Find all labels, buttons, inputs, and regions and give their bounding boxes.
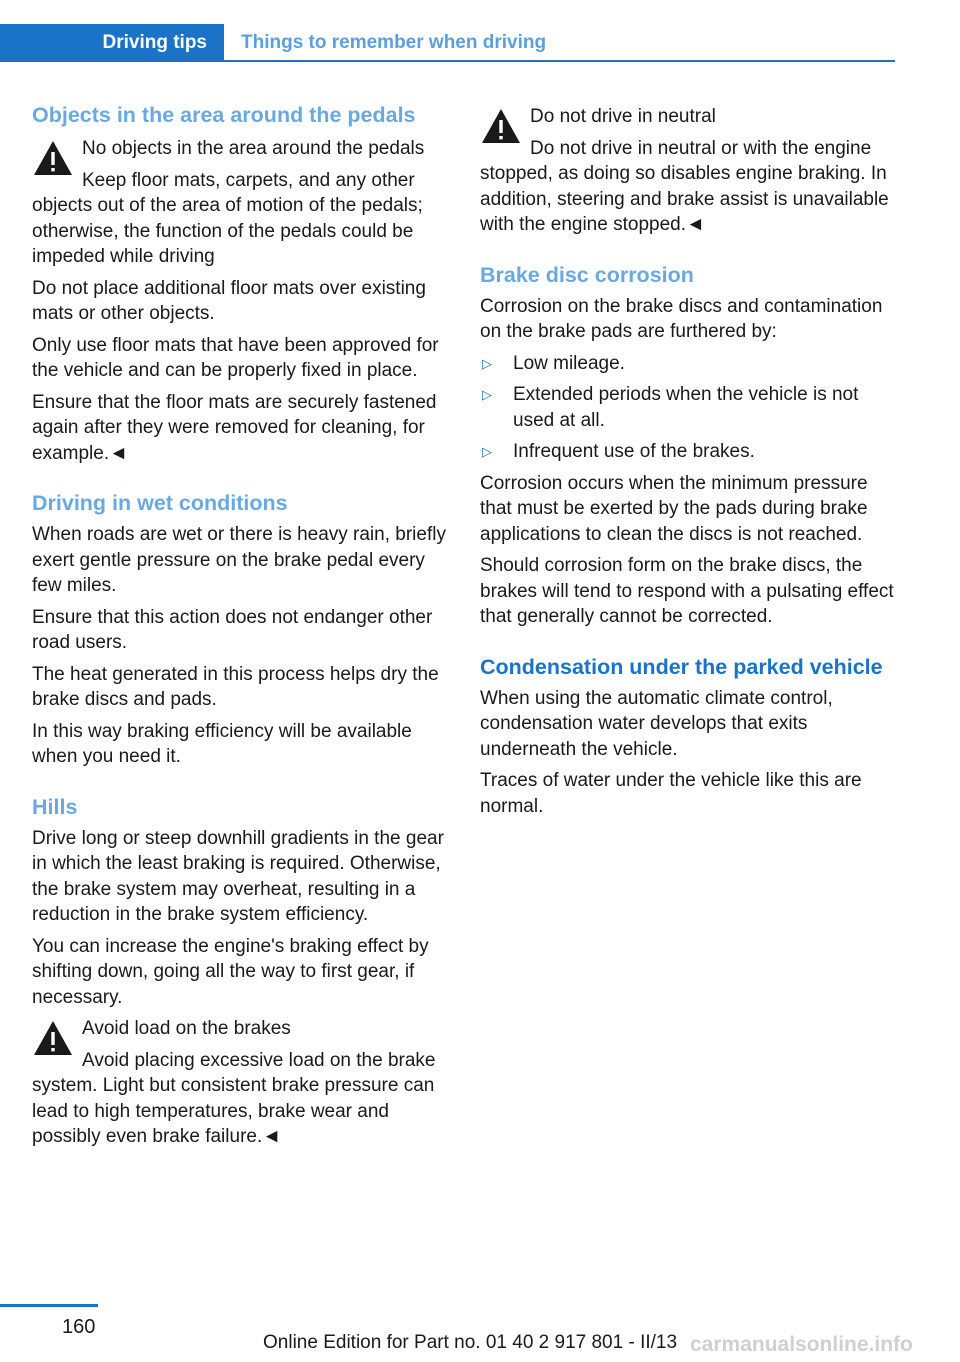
page-header (0, 0, 960, 64)
header-divider (0, 60, 895, 62)
list-item (480, 351, 898, 377)
paragraph: You can increase the engine's braking effect by shifting down, going all the way to first gear, if necessary. (32, 935, 429, 1008)
list-item (480, 382, 898, 433)
warning-text-neutral: Do not drive in neutral or with the engine stopped, as doing so disables engine braking. In addition, steering and brake assist is unavailable with the engine stopped.◄ (480, 137, 889, 235)
triangle-bullet-icon: ▷ (482, 444, 492, 459)
tab-driving-tips[interactable] (0, 24, 224, 62)
warning-block-neutral (480, 104, 898, 238)
warning-text-pedals: Keep floor mats, carpets, and any other objects out of the area of motion of the pedals; otherwise, the function of the pedals could be impeded while driving (32, 169, 423, 267)
paragraph: Corrosion occurs when the minimum pressure that must be exerted by the pads during brake applications to clean the discs is not reached. (480, 472, 868, 545)
footer-divider (0, 1304, 98, 1307)
warning-triangle-icon (32, 138, 74, 178)
paragraph: When roads are wet or there is heavy rain, briefly exert gentle pressure on the brake pedal every few miles. (32, 524, 446, 596)
paragraph: Only use floor mats that have been approved for the vehicle and can be properly fixed in place. (32, 334, 439, 381)
list-item (480, 439, 898, 465)
warning-triangle-icon (480, 106, 522, 146)
triangle-bullet-icon: ▷ (482, 387, 492, 402)
right-column (480, 100, 898, 825)
paragraph: Do not place additional floor mats over existing mats or other objects. (32, 277, 426, 324)
warning-title-neutral: Do not drive in neutral (530, 106, 716, 127)
paragraph: Drive long or steep downhill gradients in the gear in which the least braking is required. Otherwise, the brake system may overheat, resulting in a reduction in the brake system efficiency. (32, 827, 444, 925)
left-column (32, 100, 450, 1156)
edition-note: Online Edition for Part no. 01 40 2 917 801 - II/13 (263, 1332, 678, 1353)
heading-condensation: Condensation under the parked vehicle (480, 654, 883, 679)
paragraph: Ensure that the floor mats are securely fastened again after they were removed for cleaning, for example.◄ (32, 391, 437, 464)
page-number: 160 (62, 1316, 96, 1338)
warning-triangle-icon (32, 1018, 74, 1058)
heading-brake-disc-corrosion: Brake disc corrosion (480, 262, 694, 287)
triangle-bullet-icon: ▷ (482, 355, 492, 371)
paragraph: Should corrosion form on the brake discs, the brakes will tend to respond with a pulsating effect that generally cannot be corrected. (480, 555, 894, 627)
paragraph: Ensure that this action does not endanger other road users. (32, 606, 433, 653)
warning-block-brakes (32, 1016, 450, 1150)
heading-wet-conditions: Driving in wet conditions (32, 491, 288, 515)
list-item-text: Extended periods when the vehicle is not used at all. (513, 384, 859, 431)
paragraph: When using the automatic climate control, condensation water develops that exits underneath the vehicle. (480, 687, 833, 760)
list-item-text: Infrequent use of the brakes. (513, 441, 755, 462)
watermark: carmanualsonline.info (690, 1333, 913, 1356)
paragraph: Traces of water under the vehicle like this are normal. (480, 770, 862, 817)
list-item-text: Low mileage. (513, 352, 625, 374)
warning-title-brakes: Avoid load on the brakes (82, 1018, 291, 1039)
paragraph: The heat generated in this process helps dry the brake discs and pads. (32, 663, 439, 710)
paragraph: In this way braking efficiency will be available when you need it. (32, 720, 412, 767)
warning-title-pedals: No objects in the area around the pedals (82, 138, 425, 159)
paragraph: Corrosion on the brake discs and contamination on the brake pads are furthered by: (480, 295, 883, 342)
warning-text-brakes: Avoid placing excessive load on the brake system. Light but consistent brake pressure can lead to high temperatures, brake wear and possibly even brake failure.◄ (32, 1049, 436, 1147)
warning-block-pedals (32, 136, 450, 270)
tab-things-to-remember-label: Things to remember when driving (241, 32, 547, 53)
heading-hills: Hills (32, 794, 78, 819)
corrosion-factor-list (480, 351, 898, 465)
tab-driving-tips-label: Driving tips (102, 32, 207, 53)
heading-objects-around-pedals: Objects in the area around the pedals (32, 103, 416, 127)
tab-things-to-remember[interactable] (241, 24, 546, 62)
